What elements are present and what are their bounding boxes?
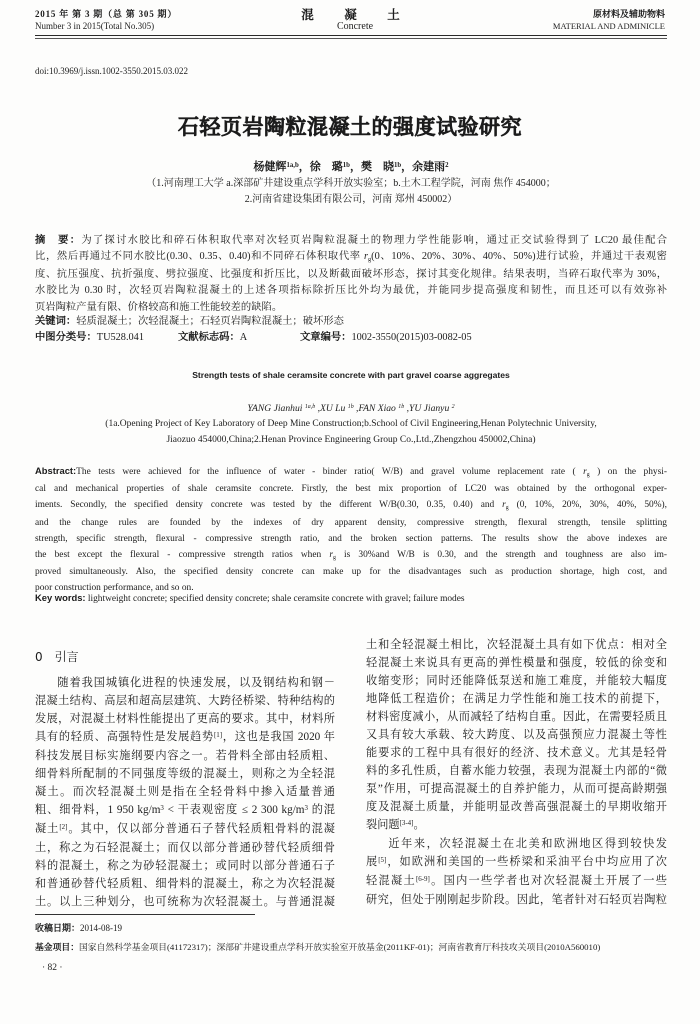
text-run: Jiaozuo 454000,China;2.Henan Province Engineering Group Co.,Ltd.,Zhengzhou 450002,China) bbox=[166, 435, 536, 445]
body-text-line bbox=[35, 674, 335, 692]
text-run: The tests were achieved for the influence of water - binder ratio( W/B) and gravel volume replacement rate ( bbox=[76, 467, 584, 477]
text-run: (0, 10%, 20%, 30%, 40%, 50%), bbox=[508, 500, 667, 511]
text-run: proved simultaneously. Also, the specified density concrete can make up for the disadvantages such as production shortage, high cost, and bbox=[35, 567, 667, 578]
body-text-line bbox=[366, 744, 667, 762]
text-run: 凝土 bbox=[35, 823, 60, 835]
superscript: [5] bbox=[378, 855, 387, 864]
body-text-line bbox=[366, 780, 667, 798]
text-run: ,YU Jianyu bbox=[404, 403, 452, 414]
text-run: 细骨料所配制的不同强度等级的混凝土，则称之为全轻混 bbox=[35, 768, 335, 780]
text-run: (1a.Opening Project of Key Laboratory of Deep Mine Construction;b.School of Civil Engineering,Henan Polytechnic University, bbox=[105, 419, 597, 429]
text-run: 收缩变形；同时还能降低泵送和施工难度，并能较大幅度 bbox=[366, 675, 667, 687]
body-text-line bbox=[366, 690, 667, 708]
header-rule bbox=[35, 35, 667, 36]
abstract-line bbox=[35, 497, 667, 514]
text-run: 材料密度减小，从而减轻了结构自重。因此，在需要轻质且 bbox=[366, 711, 667, 723]
superscript: 3 bbox=[160, 803, 164, 812]
text-run: 能要求的工程中具有很好的经济、技术意义。尤其是轻骨 bbox=[366, 747, 667, 759]
body-right-column bbox=[366, 636, 667, 909]
superscript: 2 bbox=[451, 404, 455, 411]
body-text-line bbox=[366, 708, 667, 726]
superscript: [2] bbox=[59, 822, 68, 831]
footnote-line bbox=[35, 921, 667, 935]
text-run: strength, specific strength, flexural - compressive strength ratio, and the broken section patterns. The results show the above indexes are bbox=[35, 533, 667, 544]
article-number-label: 文章编号： bbox=[300, 332, 352, 343]
text-run: ,FAN Xiao bbox=[353, 403, 399, 414]
affiliation-line bbox=[35, 432, 667, 448]
bold-label: 基金项目： bbox=[35, 942, 79, 952]
section-name-en: MATERIAL AND ADMINICLE bbox=[552, 21, 665, 31]
text-run: 料的多孔性质，自蓄水能力较强，表现为混凝土内部的“微 bbox=[366, 765, 667, 777]
text-run: ，余建雨 bbox=[401, 161, 446, 173]
text-run: ，樊 晓 bbox=[349, 161, 394, 173]
text-run: 2.河南省建设集团有限公司，河南 郑州 450002） bbox=[244, 194, 458, 205]
classification-row bbox=[35, 330, 667, 346]
italic-symbol: r bbox=[329, 550, 333, 561]
received-date bbox=[35, 921, 667, 935]
bold-label: Abstract: bbox=[35, 465, 77, 476]
abstract-line bbox=[35, 283, 667, 300]
document-code-value: A bbox=[239, 332, 248, 343]
superscript: [1] bbox=[213, 730, 223, 739]
text-run: 土和全轻混凝土相比，次轻混凝土具有如下优点：相对全 bbox=[366, 639, 667, 651]
italic-symbol: r bbox=[502, 500, 506, 511]
footnote-rule bbox=[35, 914, 255, 915]
article-number-value: 1002-3550(2015)03-0082-05 bbox=[351, 332, 472, 343]
subscript: g bbox=[367, 255, 372, 263]
section-heading: 0 引言 bbox=[35, 650, 79, 664]
text-run: ,XU Lu bbox=[315, 403, 348, 414]
text-run: ，如欧洲和美国的一些桥梁和采油平台中均应用了次 bbox=[386, 856, 667, 868]
paper-title-en: Strength tests of shale ceramsite concrete with part gravel coarse aggregates bbox=[192, 370, 510, 380]
text-run: ，徐 璐 bbox=[298, 161, 343, 173]
text-run: 。国内一些学者也对次轻混凝土开展了一些 bbox=[429, 875, 667, 887]
text-run: ) on the physi- bbox=[589, 467, 667, 477]
text-run: cal and mechanical properties of shale ceramsite concrete. Firstly, the best mix proportion of LC20 was obtained by the orthogonal exper- bbox=[35, 484, 667, 495]
issue-info-cn: 2015 年 第 3 期（总 第 305 期） bbox=[35, 9, 178, 19]
bold-label: 关键词： bbox=[35, 316, 77, 327]
superscript: 1b bbox=[398, 404, 405, 411]
italic-symbol: r bbox=[583, 467, 587, 477]
article-number bbox=[300, 330, 472, 346]
body-text-line bbox=[366, 654, 667, 672]
body-text-line bbox=[366, 891, 667, 909]
text-run: ，这也是我国 2020 年 bbox=[222, 731, 335, 743]
text-run: （1.河南理工大学 a.深部矿井建设重点学科开放实验室；b.土木工程学院，河南 焦作 454000； bbox=[146, 178, 556, 189]
text-run: 具有的轻质、高强特性是发展趋势 bbox=[35, 731, 214, 743]
text-run: 随着我国城镇化进程的快速发展，以及钢结构和钢－ bbox=[57, 677, 335, 689]
clc-value: TU528.041 bbox=[96, 332, 144, 343]
superscript: 1b bbox=[347, 404, 354, 411]
abstract-line bbox=[35, 564, 667, 580]
page-number: · 82 · bbox=[42, 963, 63, 973]
issue-info-en: Number 3 in 2015(Total No.305) bbox=[35, 21, 155, 31]
subscript: g bbox=[586, 471, 590, 478]
body-text-line bbox=[35, 765, 335, 783]
text-run: 2014-08-19 bbox=[80, 923, 123, 933]
text-run: 。 bbox=[413, 819, 425, 831]
bold-label: 收稿日期： bbox=[35, 923, 81, 933]
body-text-line bbox=[366, 872, 667, 891]
body-text-line bbox=[35, 692, 335, 710]
authors-cn bbox=[35, 160, 667, 176]
abstract-line bbox=[35, 267, 667, 284]
text-run: (0、10%、20%、30%、40%、50%)进行试验，并通过干表观密 bbox=[371, 251, 667, 262]
body-text-line bbox=[366, 816, 667, 835]
body-text-line bbox=[366, 636, 667, 654]
text-run: 粗、细骨料，1 950 kg/m bbox=[35, 804, 161, 816]
abstract-line bbox=[35, 249, 667, 267]
body-text-line bbox=[366, 672, 667, 690]
text-run: 裂问题 bbox=[366, 819, 400, 831]
funding-info bbox=[35, 940, 667, 954]
text-run: 轻质混凝土；次轻混凝土；石轻页岩陶粒混凝土；破坏形态 bbox=[76, 316, 344, 327]
bold-label: 摘 要： bbox=[35, 234, 82, 246]
text-run: 泵”作用，可提高混凝土的自养护能力，从而可提高龄期强 bbox=[366, 783, 667, 795]
text-run: poor construction performance, and so on. bbox=[35, 583, 194, 594]
body-text-line bbox=[35, 820, 335, 839]
body-text-line bbox=[35, 875, 335, 893]
doi: doi:10.3969/j.issn.1002-3550.2015.03.022 bbox=[35, 66, 189, 76]
text-run: YANG Jianhui bbox=[247, 403, 305, 414]
text-run: 为了探讨水胶比和碎石体积取代率对次轻页岩陶粒混凝土的物理力学性能影响，通过正交试验得到了 LC20 最佳配合 bbox=[81, 234, 667, 246]
subscript: g bbox=[332, 554, 336, 561]
bold-label: Key words: bbox=[35, 592, 86, 603]
text-run: < 干表观密度 ≤ 2 300 kg/m bbox=[163, 804, 305, 816]
text-run: 混凝土结构、高层和超高层建筑、大跨径桥梁、特种结构的 bbox=[35, 695, 335, 707]
keywords-en bbox=[35, 590, 667, 607]
superscript: [6-9] bbox=[415, 874, 430, 883]
superscript: 2 bbox=[445, 161, 449, 169]
text-run: 。其中，仅以部分普通石子替代轻质粗骨料的混凝 bbox=[67, 823, 335, 835]
affiliations-en bbox=[35, 416, 667, 448]
body-text-line bbox=[366, 762, 667, 780]
superscript: 1b bbox=[393, 161, 402, 169]
text-run: 比，然后再通过不同水胶比(0.30、0.35、0.40)和不同碎石体积取代率 bbox=[35, 251, 364, 262]
abstract-cn bbox=[35, 233, 667, 317]
text-run: 又具有较大承载、较大跨度、以及高强预应力混凝土等性 bbox=[366, 729, 667, 741]
keywords-line bbox=[35, 314, 667, 330]
superscript: 3 bbox=[304, 803, 308, 812]
text-run: 水胶比为 0.30 时，次轻页岩陶粒混凝土的上述各项指标除折压比外均为最优，并能同步提高强度和韧性，而且还可以有效弥补 bbox=[35, 285, 667, 296]
text-run: 度、抗压强度、抗折强度、劈拉强度、比强度和折压比，以及断截面破坏形态，探讨其变化规律。结果表明，当碎石取代率为 30%， bbox=[35, 268, 667, 280]
paper-title-cn: 石轻页岩陶粒混凝土的强度试验研究 bbox=[178, 115, 522, 139]
affiliation-line bbox=[35, 416, 667, 432]
text-run: 的混 bbox=[307, 804, 335, 816]
text-run: lightweight concrete; specified density concrete; shale ceramsite concrete with gravel; failure modes bbox=[85, 594, 465, 604]
body-text-line bbox=[366, 726, 667, 744]
text-run: 科技发展目标实施纲要内容之一。若骨料全部由轻质粗、 bbox=[35, 750, 335, 762]
text-run: 地降低工程造价；在满足力学性能和施工技术的前提下， bbox=[366, 693, 667, 705]
abstract-en bbox=[35, 463, 667, 597]
superscript: 1b bbox=[342, 161, 350, 169]
text-run: 凝土。而次轻混凝土则是指在全轻骨料中掺入适量普通 bbox=[35, 786, 335, 798]
clc-number bbox=[35, 330, 178, 346]
document-code-label: 文献标志码： bbox=[178, 332, 240, 343]
affiliation-line bbox=[35, 176, 667, 192]
abstract-line bbox=[35, 463, 667, 481]
superscript: 1a,b bbox=[304, 404, 316, 411]
document-code bbox=[178, 330, 300, 346]
text-run: and the change rules are founded by the indexes of dry apparent density, compressive strength, flexural strength, tensile splitting bbox=[35, 517, 667, 528]
text-run: 展 bbox=[366, 856, 379, 868]
body-text-line bbox=[35, 710, 335, 728]
italic-symbol: r bbox=[363, 251, 368, 262]
abstract-line bbox=[35, 515, 667, 531]
text-run: the best except the flexural - compressive strength ratios when bbox=[35, 550, 330, 561]
superscript: [3-4] bbox=[399, 818, 414, 827]
text-run: 研究，但处于刚刚起步阶段。因此，笔者针对石轻页岩陶粒 bbox=[366, 894, 667, 906]
text-run: 近年来，次轻混凝土在北美和欧洲地区得到较快发 bbox=[388, 838, 667, 850]
text-run: 轻混凝土 bbox=[366, 875, 416, 887]
affiliation-line bbox=[35, 192, 667, 208]
text-run: 度及混凝土质量，并能明显改善高强混凝土的早期收缩开 bbox=[366, 801, 667, 813]
text-run: is 30%and W/B is 0.30, and the strength and toughness are also im- bbox=[335, 550, 667, 561]
header-rule-thin bbox=[35, 38, 667, 39]
text-run: iments. Secondly, the specified density concrete was tested by the different W/B(0.30, 0.35, 0.40) and bbox=[35, 500, 503, 511]
abstract-line bbox=[35, 481, 667, 497]
footnote-line bbox=[35, 940, 667, 954]
body-left-column bbox=[35, 674, 335, 911]
text-run: 土。以上三种划分，也可统称为次轻混凝土。与普通混凝 bbox=[35, 896, 335, 908]
text-run: 和普通砂替代轻质粗、细骨料的混凝土，称之为次轻混凝 bbox=[35, 878, 335, 890]
keywords-line bbox=[35, 590, 667, 607]
body-text-line bbox=[366, 798, 667, 816]
body-text-line bbox=[366, 853, 667, 872]
superscript: 1a,b bbox=[286, 161, 299, 169]
text-run: 土，称之为石轻混凝土；而仅以部分普通砂替代轻质细骨 bbox=[35, 842, 335, 854]
body-text-line bbox=[35, 801, 335, 820]
clc-label: 中图分类号： bbox=[35, 332, 97, 343]
keywords-cn bbox=[35, 314, 667, 330]
abstract-line bbox=[35, 233, 667, 250]
body-text-line bbox=[35, 747, 335, 765]
abstract-line bbox=[35, 547, 667, 564]
body-text-line bbox=[35, 857, 335, 875]
text-run: 杨健辉 bbox=[253, 161, 287, 173]
text-run: 轻混凝土来说具有更高的弹性模量和强度，较低的徐变和 bbox=[366, 657, 667, 669]
body-text-line bbox=[35, 839, 335, 857]
text-run: 料的混凝土，称之为砂轻混凝土；或同时以部分普通石子 bbox=[35, 860, 335, 872]
body-text-line bbox=[366, 835, 667, 853]
text-run: 国家自然科学基金项目(41172317)；深部矿井建设重点学科开放实验室开放基金(2011KF-01)；河南省教育厅科技攻关项目(2010A560010) bbox=[79, 942, 601, 952]
journal-name-cn: 混 凝 土 bbox=[301, 7, 409, 22]
text-run: 发展，对混凝土材料性能提出了更高的要求。其中，材料所 bbox=[35, 713, 335, 725]
body-text-line bbox=[35, 728, 335, 747]
journal-name-en: Concrete bbox=[336, 21, 374, 32]
body-text-line bbox=[35, 783, 335, 801]
section-name-cn: 原材料及辅助物料 bbox=[592, 9, 665, 19]
body-text-line bbox=[35, 893, 335, 911]
abstract-line bbox=[35, 531, 667, 547]
subscript: g bbox=[505, 505, 509, 512]
text-run: 页岩陶粒产量有限、价格较高和施工性能较差的缺陷。 bbox=[35, 301, 283, 313]
affiliations-cn bbox=[35, 176, 667, 208]
